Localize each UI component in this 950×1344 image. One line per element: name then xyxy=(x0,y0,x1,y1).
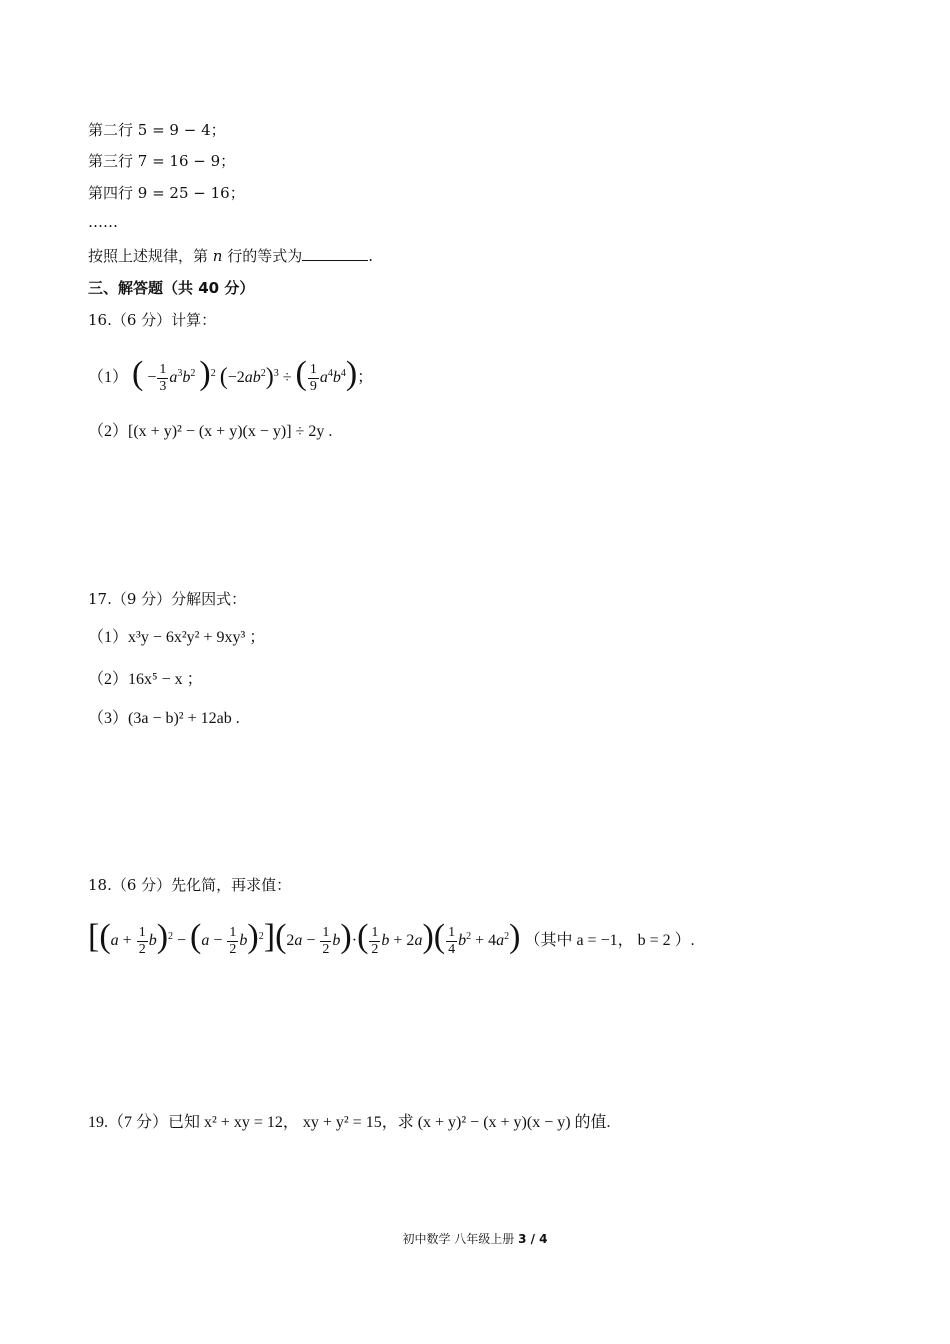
q17-part1 xyxy=(88,628,265,648)
rule-end: . xyxy=(368,247,374,265)
paren-left: ( xyxy=(132,355,144,393)
fraction-one-ninth: $\frac{1}{9}$ xyxy=(309,362,317,394)
answer-blank xyxy=(302,246,368,261)
page-number: 3 / 4 xyxy=(518,1232,548,1246)
row-two: 第二行 5 = 9 − 4； xyxy=(88,121,226,139)
q17-p1-label: （1） xyxy=(88,629,129,646)
q17-part2 xyxy=(88,670,203,690)
section-title: 三、解答题（共 40 分） xyxy=(88,279,255,297)
ellipsis: …… xyxy=(88,213,118,231)
q16-p1-label: （1） xyxy=(88,369,129,387)
q17-p3-label: （3） xyxy=(88,710,129,727)
row-four: 第四行 9 = 25 − 16； xyxy=(88,184,245,202)
footer-text: 初中数学 八年级上册 xyxy=(402,1232,519,1246)
q17-head: 17.（9 分）分解因式： xyxy=(88,590,247,608)
paren-right: ) xyxy=(199,355,211,393)
q16-head: 16.（6 分）计算： xyxy=(88,311,217,329)
q16-p2-expr: [(x + y)² − (x + y)(x − y)] ÷ 2y . xyxy=(128,423,333,440)
q17-p3-expr: (3a − b)² + 12ab . xyxy=(128,710,240,727)
q16-p2-label: （2） xyxy=(88,423,129,440)
q17-p1-expr: x³y − 6x²y² + 9xy³ ； xyxy=(128,629,266,646)
rule-prefix: 按照上述规律，第 xyxy=(88,247,209,265)
q16-part2 xyxy=(88,422,332,442)
q18-expression: [(a + $\frac{1}{2}$ b)$^2$ − (a − $\frac{1}{2}$ b)$^2$](2a − $\frac{1}{2}$ b)·( $\frac{1}{2}$ b + 2a)( $\frac{1}{4}$ $b^2 + 4a^2$) （其中 a = −1， b = 2 ）. xyxy=(88,918,695,957)
rule-suffix: 行的等式为 xyxy=(227,247,303,265)
q19-text: 19.（7 分）已知 x² + xy = 12， xy + y² = 15，求 (x + y)² − (x + y)(x − y) 的值. xyxy=(88,1114,611,1131)
page-footer xyxy=(0,1230,950,1247)
q18-head: 18.（6 分）先化简，再求值： xyxy=(88,876,292,894)
q17-part3 xyxy=(88,709,240,729)
q16-part1: （1） ( − $\frac{1}{3}$ $a^3b^2$ )$^2$ $(-2ab^2)^3$ ÷ ( $\frac{1}{9}$ $a^4b^4$)； xyxy=(88,355,374,394)
rule-question xyxy=(88,246,373,266)
fraction-one-third: $\frac{1}{3}$ xyxy=(159,362,167,394)
q17-p2-expr: 16x⁵ − x ； xyxy=(128,671,203,688)
q17-p2-label: （2） xyxy=(88,671,129,688)
q18-condition: （其中 a = −1， b = 2 ）. xyxy=(524,932,695,950)
row-three: 第三行 7 = 16 − 9； xyxy=(88,152,236,170)
rule-n: n xyxy=(212,247,223,265)
